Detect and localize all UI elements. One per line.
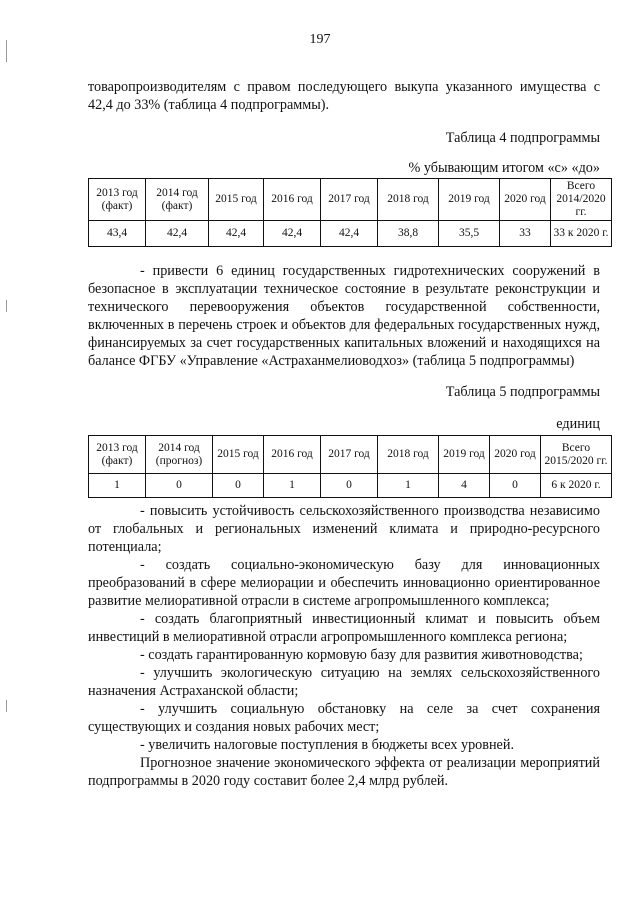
table5-header-cell: 2019 год bbox=[439, 436, 490, 474]
goals-list bbox=[88, 502, 600, 790]
table4-header-cell: 2016 год bbox=[264, 179, 321, 221]
table4-header-cell: 2019 год bbox=[439, 179, 500, 221]
table5-header-row bbox=[89, 436, 612, 474]
goal-item: - улучшить социальную обстановку на селе за счет сохранения существующих и создания новых рабочих мест; bbox=[88, 701, 600, 735]
table4-value-row bbox=[89, 221, 612, 247]
table4-header-cell: 2020 год bbox=[500, 179, 551, 221]
table4-header-cell: Всего 2014/2020 гг. bbox=[551, 179, 612, 221]
table5-header-cell: 2016 год bbox=[264, 436, 321, 474]
page-number: 197 bbox=[309, 32, 331, 47]
table4-header-row bbox=[89, 179, 612, 221]
table5-value-cell: 0 bbox=[146, 474, 213, 498]
table5-value-cell: 4 bbox=[439, 474, 490, 498]
goal-item: - создать социально-экономическую базу для инновационных преобразований в сфере мелиорации и обеспечить инновационно ориентированное развитие мелиоративной отрасли в системе агропромышленного комплекса; bbox=[88, 557, 600, 609]
table5-unit: единиц bbox=[556, 416, 600, 432]
table5-header-cell: 2017 год bbox=[321, 436, 378, 474]
goal-item: - создать благоприятный инвестиционный климат и повысить объем инвестиций в мелиоративной отрасли агропромышленного комплекса региона; bbox=[88, 611, 600, 645]
table4-caption: Таблица 4 подпрограммы bbox=[445, 130, 600, 146]
table5-value-cell: 6 к 2020 г. bbox=[541, 474, 612, 498]
table4-value-cell: 33 bbox=[500, 221, 551, 247]
paragraph-hydro-text: - привести 6 единиц государственных гидротехнических сооружений в безопасное в эксплуатации техническое состояние в результате реконструкции и технического перевооружения объектов государственной собственности, включенных в перечень строек и объектов для федеральных государственных нужд, финансируемых за счет государственных капитальных вложений и находящихся на балансе ФГБУ «Управление «Астраханмелиоводхоз» (таблица 5 подпрограммы) bbox=[88, 263, 600, 369]
goal-item: - повысить устойчивость сельскохозяйственного производства независимо от глобальных и региональных изменений климата и природно-ресурсного потенциала; bbox=[88, 503, 600, 555]
intro-text: товаропроизводителям с правом последующего выкупа указанного имущества с 42,4 до 33% (таблица 4 подпрограммы). bbox=[88, 79, 600, 113]
table5-value-cell: 1 bbox=[89, 474, 146, 498]
table4-value-cell: 38,8 bbox=[378, 221, 439, 247]
table4-header-cell: 2014 год (факт) bbox=[146, 179, 209, 221]
table5-header-cell: 2020 год bbox=[490, 436, 541, 474]
table5-value-cell: 0 bbox=[490, 474, 541, 498]
table4 bbox=[88, 178, 612, 247]
table4-unit: % убывающим итогом «с» «до» bbox=[408, 160, 600, 176]
table5-header-cell: 2013 год (факт) bbox=[89, 436, 146, 474]
table5-value-cell: 0 bbox=[213, 474, 264, 498]
scan-mark bbox=[6, 700, 7, 712]
table4-value-cell: 42,4 bbox=[209, 221, 264, 247]
table4-value-cell: 33 к 2020 г. bbox=[551, 221, 612, 247]
table5-value-cell: 1 bbox=[264, 474, 321, 498]
table4-value-cell: 35,5 bbox=[439, 221, 500, 247]
table4-header-cell: 2017 год bbox=[321, 179, 378, 221]
intro-paragraph bbox=[88, 78, 600, 114]
table4-value-cell: 42,4 bbox=[321, 221, 378, 247]
conclusion-text: Прогнозное значение экономического эффекта от реализации мероприятий подпрограммы в 2020 году составит более 2,4 млрд рублей. bbox=[88, 755, 600, 789]
table5-value-cell: 1 bbox=[378, 474, 439, 498]
table4-value-cell: 43,4 bbox=[89, 221, 146, 247]
table5-header-cell: Всего 2015/2020 гг. bbox=[541, 436, 612, 474]
table5-caption: Таблица 5 подпрограммы bbox=[445, 384, 600, 400]
table5-value-cell: 0 bbox=[321, 474, 378, 498]
table4-header-cell: 2018 год bbox=[378, 179, 439, 221]
table5-value-row bbox=[89, 474, 612, 498]
goal-item: - создать гарантированную кормовую базу для развития животноводства; bbox=[140, 647, 583, 663]
table4-header-cell: 2013 год (факт) bbox=[89, 179, 146, 221]
table5-header-cell: 2014 год (прогноз) bbox=[146, 436, 213, 474]
table4-header-cell: 2015 год bbox=[209, 179, 264, 221]
paragraph-hydro bbox=[88, 262, 600, 370]
table5-header-cell: 2018 год bbox=[378, 436, 439, 474]
goal-item: - улучшить экологическую ситуацию на землях сельскохозяйственного назначения Астраханской области; bbox=[88, 665, 600, 699]
table5-header-cell: 2015 год bbox=[213, 436, 264, 474]
table5 bbox=[88, 435, 612, 498]
goal-item: - увеличить налоговые поступления в бюджеты всех уровней. bbox=[140, 737, 514, 753]
table4-value-cell: 42,4 bbox=[264, 221, 321, 247]
table4-value-cell: 42,4 bbox=[146, 221, 209, 247]
scan-mark bbox=[6, 300, 7, 312]
